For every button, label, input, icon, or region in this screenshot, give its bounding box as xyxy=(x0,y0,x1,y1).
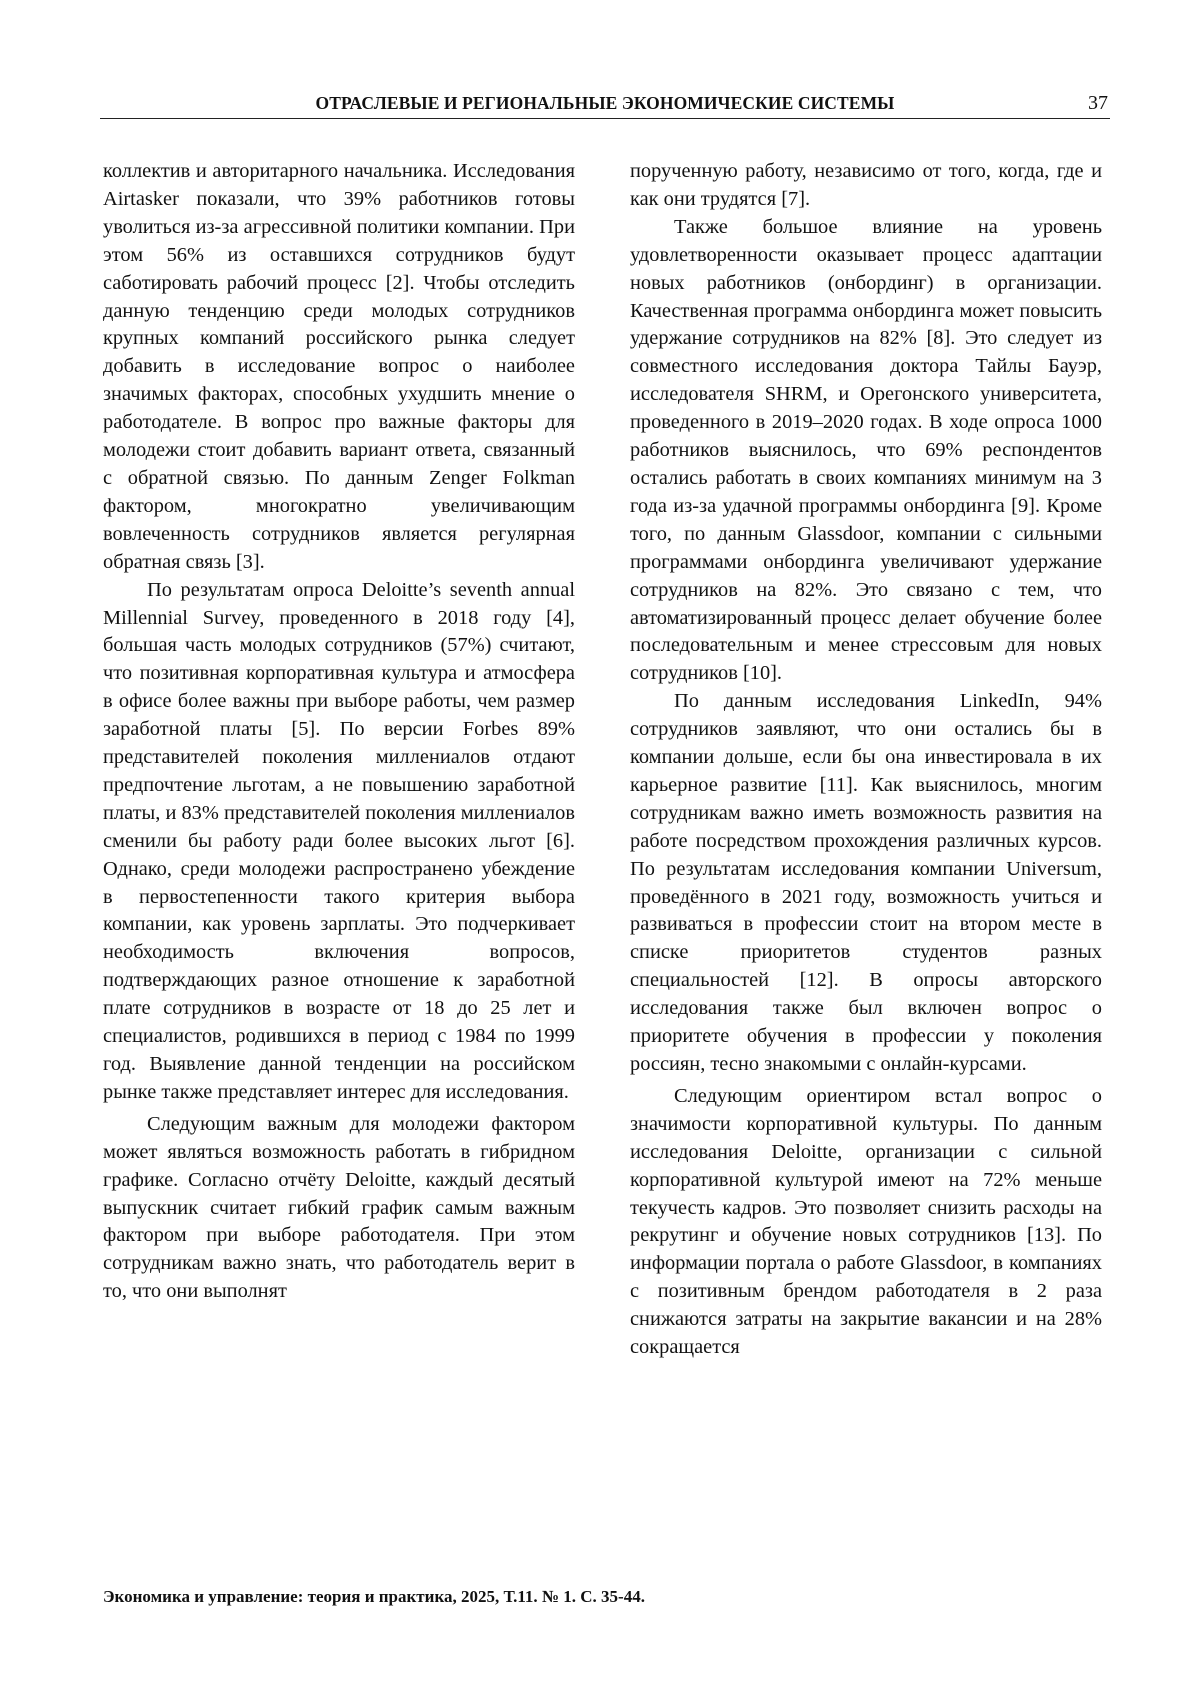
paragraph: коллектив и авторитарного начальника. Исследования Airtasker показали, что 39% работников готовы уволиться из-за агрессивной политики компании. При этом 56% из оставшихся сотрудников будут саботировать рабочий процесс [2]. Чтобы отследить данную тенденцию среди молодых сотрудников крупных компаний российского рынка следует добавить в исследование вопрос о наиболее значимых факторах, способных ухудшить мнение о работодателе. В вопрос про важные факторы для молодежи стоит добавить вариант ответа, связанный с обратной связью. По данным Zenger Folkman фактором, многократно увеличивающим вовлеченность сотрудников является регулярная обратная связь [3]. xyxy=(103,160,575,573)
right-column xyxy=(630,158,1102,1362)
paragraph: По данным исследования LinkedIn, 94% сотрудников заявляют, что они остались бы в компании дольше, если бы она инвестировала в их карьерное развитие [11]. Как выяснилось, многим сотрудникам важно иметь возможность развития на работе посредством прохождения различных курсов. По результатам исследования компании Universum, проведённого в 2021 году, возможность учиться и развиваться в профессии стоит на втором месте в списке приоритетов студентов разных специальностей [12]. В опросы авторского исследования также был включен вопрос о приоритете обучения в профессии у поколения россиян, тесно знакомыми с онлайн-курсами. xyxy=(630,690,1102,1075)
running-header xyxy=(100,90,1110,119)
section-title: ОТРАСЛЕВЫЕ И РЕГИОНАЛЬНЫЕ ЭКОНОМИЧЕСКИЕ СИСТЕМЫ xyxy=(315,93,895,113)
left-column xyxy=(103,158,575,1306)
page-number: 37 xyxy=(1088,92,1108,114)
journal-citation: Экономика и управление: теория и практика, 2025, Т.11. № 1. С. 35-44. xyxy=(103,1587,645,1606)
paragraph: Следующим ориентиром встал вопрос о значимости корпоративной культуры. По данным исследования Deloitte, организации с сильной корпоративной культурой имеют на 72% меньше текучесть кадров. Это позволяет снизить расходы на рекрутинг и обучение новых сотрудников [13]. По информации портала о работе Glassdoor, в компаниях с позитивным брендом работодателя в 2 раза снижаются затраты на закрытие вакансии и на 28% сокращается xyxy=(630,1084,1102,1359)
paragraph: порученную работу, независимо от того, когда, где и как они трудятся [7]. xyxy=(630,160,1102,210)
paragraph: По результатам опроса Deloitte’s seventh annual Millennial Survey, проведенного в 2018 году [4], большая часть молодых сотрудников (57%) считают, что позитивная корпоративная культура и атмосфера в офисе более важны при выборе работы, чем размер заработной платы [5]. По версии Forbes 89% представителей поколения миллениалов отдают предпочтение льготам, а не повышению заработной платы, и 83% представителей поколения миллениалов сменили бы работу ради более высоких льгот [6]. Однако, среди молодежи распространено убеждение в первостепенности такого критерия выбора компании, как уровень зарплаты. Это подчеркивает необходимость включения вопросов, подтверждающих разное отношение к заработной плате сотрудников в возрасте от 18 до 25 лет и специалистов, родившихся в период с 1984 по 1999 год. Выявление данной тенденции на российском рынке также представляет интерес для исследования. xyxy=(103,578,575,1103)
paragraph: Также большое влияние на уровень удовлетворенности оказывает процесс адаптации новых работников (онбординг) в организации. Качественная программа онбординга может повысить удержание сотрудников на 82% [8]. Это следует из совместного исследования доктора Тайлы Бауэр, исследователя SHRM, и Орегонского университета, проведенного в 2019–2020 годах. В ходе опроса 1000 работников выяснилось, что 69% респондентов остались работать в своих компаниях минимум на 3 года из-за удачной программы онбординга [9]. Кроме того, по данным Glassdoor, компании с сильными программами онбординга увеличивают удержание сотрудников на 82%. Это связано с тем, что автоматизированный процесс делает обучение более последовательным и менее стрессовым для новых сотрудников [10]. xyxy=(630,215,1102,685)
paragraph: Следующим важным для молодежи фактором может являться возможность работать в гибридном графике. Согласно отчёту Deloitte, каждый десятый выпускник считает гибкий график самым важным фактором при выборе работодателя. При этом сотрудникам важно знать, что работодатель верит в то, что они выполнят xyxy=(103,1112,575,1303)
